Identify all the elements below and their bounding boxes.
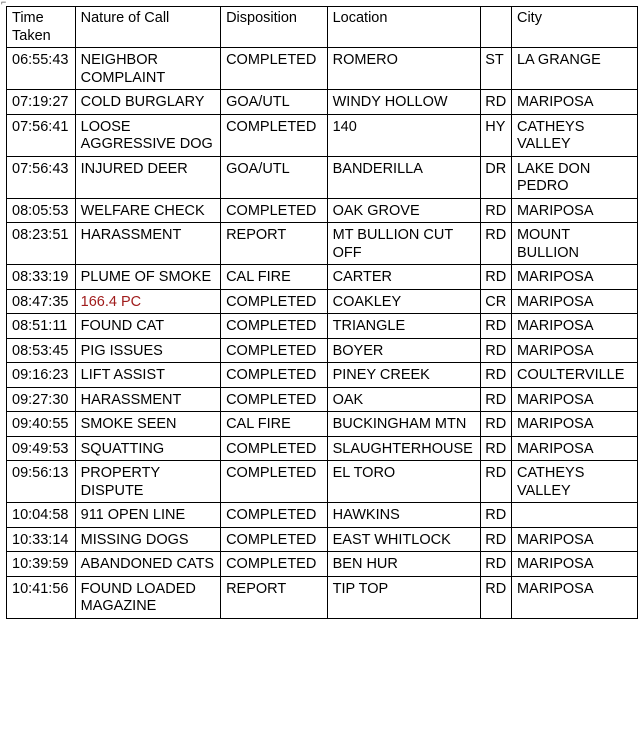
cell-nature-of-call: SMOKE SEEN xyxy=(75,412,220,437)
cell-city: LA GRANGE xyxy=(511,48,637,90)
table-row xyxy=(7,363,638,388)
cell-disposition: COMPLETED xyxy=(221,461,328,503)
cell-city xyxy=(511,503,637,528)
table-row xyxy=(7,90,638,115)
header-city: City xyxy=(511,7,637,48)
cell-nature-of-call: PLUME OF SMOKE xyxy=(75,265,220,290)
cell-time-taken: 10:41:56 xyxy=(7,576,76,618)
cell-location: CARTER xyxy=(327,265,481,290)
cell-location: MT BULLION CUT OFF xyxy=(327,223,481,265)
cell-location: 140 xyxy=(327,114,481,156)
call-log-table xyxy=(6,6,638,619)
cell-disposition: COMPLETED xyxy=(221,198,328,223)
cell-nature-of-call: INJURED DEER xyxy=(75,156,220,198)
cell-location: TRIANGLE xyxy=(327,314,481,339)
cell-time-taken: 09:16:23 xyxy=(7,363,76,388)
cell-disposition: REPORT xyxy=(221,576,328,618)
table-row xyxy=(7,387,638,412)
cell-location: BEN HUR xyxy=(327,552,481,577)
cell-disposition: COMPLETED xyxy=(221,289,328,314)
cell-nature-of-call: MISSING DOGS xyxy=(75,527,220,552)
cell-street-type: RD xyxy=(481,265,512,290)
cell-time-taken: 08:23:51 xyxy=(7,223,76,265)
cell-disposition: GOA/UTL xyxy=(221,90,328,115)
cell-street-type: RD xyxy=(481,198,512,223)
cell-nature-of-call: WELFARE CHECK xyxy=(75,198,220,223)
cell-nature-of-call: ABANDONED CATS xyxy=(75,552,220,577)
cell-nature-of-call: NEIGHBOR COMPLAINT xyxy=(75,48,220,90)
table-row xyxy=(7,265,638,290)
header-street-type xyxy=(481,7,512,48)
cell-time-taken: 10:39:59 xyxy=(7,552,76,577)
cell-city: MARIPOSA xyxy=(511,265,637,290)
table-row xyxy=(7,48,638,90)
cell-nature-of-call: LIFT ASSIST xyxy=(75,363,220,388)
table-row xyxy=(7,436,638,461)
table-body xyxy=(7,48,638,619)
cell-nature-of-call: FOUND CAT xyxy=(75,314,220,339)
table-header-row xyxy=(7,7,638,48)
cell-city: MARIPOSA xyxy=(511,90,637,115)
cell-nature-of-call: FOUND LOADED MAGAZINE xyxy=(75,576,220,618)
cell-city: MARIPOSA xyxy=(511,338,637,363)
cell-time-taken: 09:40:55 xyxy=(7,412,76,437)
header-nature-of-call: Nature of Call xyxy=(75,7,220,48)
cell-street-type: RD xyxy=(481,436,512,461)
cell-location: PINEY CREEK xyxy=(327,363,481,388)
cell-street-type: RD xyxy=(481,314,512,339)
cell-street-type: RD xyxy=(481,387,512,412)
cell-street-type: RD xyxy=(481,412,512,437)
cell-street-type: RD xyxy=(481,527,512,552)
cell-disposition: COMPLETED xyxy=(221,48,328,90)
cell-street-type: RD xyxy=(481,576,512,618)
cell-disposition: COMPLETED xyxy=(221,338,328,363)
cell-city: MARIPOSA xyxy=(511,436,637,461)
cell-time-taken: 08:53:45 xyxy=(7,338,76,363)
cell-nature-of-call: HARASSMENT xyxy=(75,387,220,412)
cell-street-type: RD xyxy=(481,552,512,577)
cell-disposition: COMPLETED xyxy=(221,387,328,412)
cell-city: LAKE DON PEDRO xyxy=(511,156,637,198)
table-row xyxy=(7,576,638,618)
cell-street-type: RD xyxy=(481,461,512,503)
cell-disposition: COMPLETED xyxy=(221,503,328,528)
cell-time-taken: 10:04:58 xyxy=(7,503,76,528)
cell-city: MARIPOSA xyxy=(511,527,637,552)
cell-city: CATHEYS VALLEY xyxy=(511,114,637,156)
cell-disposition: GOA/UTL xyxy=(221,156,328,198)
table-row xyxy=(7,314,638,339)
cell-city: MARIPOSA xyxy=(511,387,637,412)
cell-location: COAKLEY xyxy=(327,289,481,314)
cell-street-type: RD xyxy=(481,223,512,265)
table-row xyxy=(7,503,638,528)
cell-disposition: REPORT xyxy=(221,223,328,265)
cell-city: MARIPOSA xyxy=(511,198,637,223)
cell-street-type: RD xyxy=(481,90,512,115)
cell-disposition: COMPLETED xyxy=(221,527,328,552)
cell-time-taken: 08:33:19 xyxy=(7,265,76,290)
table-row xyxy=(7,527,638,552)
cell-time-taken: 10:33:14 xyxy=(7,527,76,552)
cell-street-type: RD xyxy=(481,363,512,388)
cell-nature-of-call: 166.4 PC xyxy=(75,289,220,314)
cell-city: MARIPOSA xyxy=(511,412,637,437)
cell-time-taken: 08:47:35 xyxy=(7,289,76,314)
cell-location: ROMERO xyxy=(327,48,481,90)
cell-time-taken: 09:27:30 xyxy=(7,387,76,412)
cell-location: TIP TOP xyxy=(327,576,481,618)
table-row xyxy=(7,198,638,223)
cell-time-taken: 07:56:41 xyxy=(7,114,76,156)
cell-nature-of-call: LOOSE AGGRESSIVE DOG xyxy=(75,114,220,156)
cell-time-taken: 09:49:53 xyxy=(7,436,76,461)
page-corner-mark: ⌐ xyxy=(1,0,7,7)
cell-nature-of-call: PIG ISSUES xyxy=(75,338,220,363)
cell-location: BANDERILLA xyxy=(327,156,481,198)
header-time-taken: Time Taken xyxy=(7,7,76,48)
cell-street-type: RD xyxy=(481,503,512,528)
cell-street-type: DR xyxy=(481,156,512,198)
cell-disposition: COMPLETED xyxy=(221,314,328,339)
cell-time-taken: 07:56:43 xyxy=(7,156,76,198)
cell-location: OAK GROVE xyxy=(327,198,481,223)
cell-time-taken: 07:19:27 xyxy=(7,90,76,115)
table-row xyxy=(7,114,638,156)
cell-disposition: COMPLETED xyxy=(221,363,328,388)
cell-time-taken: 06:55:43 xyxy=(7,48,76,90)
cell-city: MARIPOSA xyxy=(511,576,637,618)
cell-location: OAK xyxy=(327,387,481,412)
cell-disposition: COMPLETED xyxy=(221,114,328,156)
table-row xyxy=(7,223,638,265)
cell-location: BOYER xyxy=(327,338,481,363)
table-row xyxy=(7,552,638,577)
cell-city: MARIPOSA xyxy=(511,552,637,577)
cell-disposition: CAL FIRE xyxy=(221,412,328,437)
table-row xyxy=(7,338,638,363)
cell-city: MARIPOSA xyxy=(511,289,637,314)
header-location: Location xyxy=(327,7,481,48)
cell-time-taken: 08:05:53 xyxy=(7,198,76,223)
table-row xyxy=(7,156,638,198)
cell-city: MARIPOSA xyxy=(511,314,637,339)
cell-street-type: HY xyxy=(481,114,512,156)
cell-location: EL TORO xyxy=(327,461,481,503)
cell-street-type: RD xyxy=(481,338,512,363)
cell-nature-of-call: PROPERTY DISPUTE xyxy=(75,461,220,503)
cell-time-taken: 09:56:13 xyxy=(7,461,76,503)
cell-nature-of-call: HARASSMENT xyxy=(75,223,220,265)
cell-city: CATHEYS VALLEY xyxy=(511,461,637,503)
cell-location: BUCKINGHAM MTN xyxy=(327,412,481,437)
table-row xyxy=(7,461,638,503)
cell-nature-of-call: COLD BURGLARY xyxy=(75,90,220,115)
cell-city: COULTERVILLE xyxy=(511,363,637,388)
cell-location: EAST WHITLOCK xyxy=(327,527,481,552)
cell-location: SLAUGHTERHOUSE xyxy=(327,436,481,461)
cell-disposition: COMPLETED xyxy=(221,552,328,577)
cell-city: MOUNT BULLION xyxy=(511,223,637,265)
cell-disposition: COMPLETED xyxy=(221,436,328,461)
cell-location: HAWKINS xyxy=(327,503,481,528)
table-row xyxy=(7,289,638,314)
cell-location: WINDY HOLLOW xyxy=(327,90,481,115)
cell-street-type: ST xyxy=(481,48,512,90)
cell-nature-of-call: SQUATTING xyxy=(75,436,220,461)
header-disposition: Disposition xyxy=(221,7,328,48)
cell-nature-of-call: 911 OPEN LINE xyxy=(75,503,220,528)
cell-time-taken: 08:51:11 xyxy=(7,314,76,339)
cell-street-type: CR xyxy=(481,289,512,314)
cell-disposition: CAL FIRE xyxy=(221,265,328,290)
table-row xyxy=(7,412,638,437)
